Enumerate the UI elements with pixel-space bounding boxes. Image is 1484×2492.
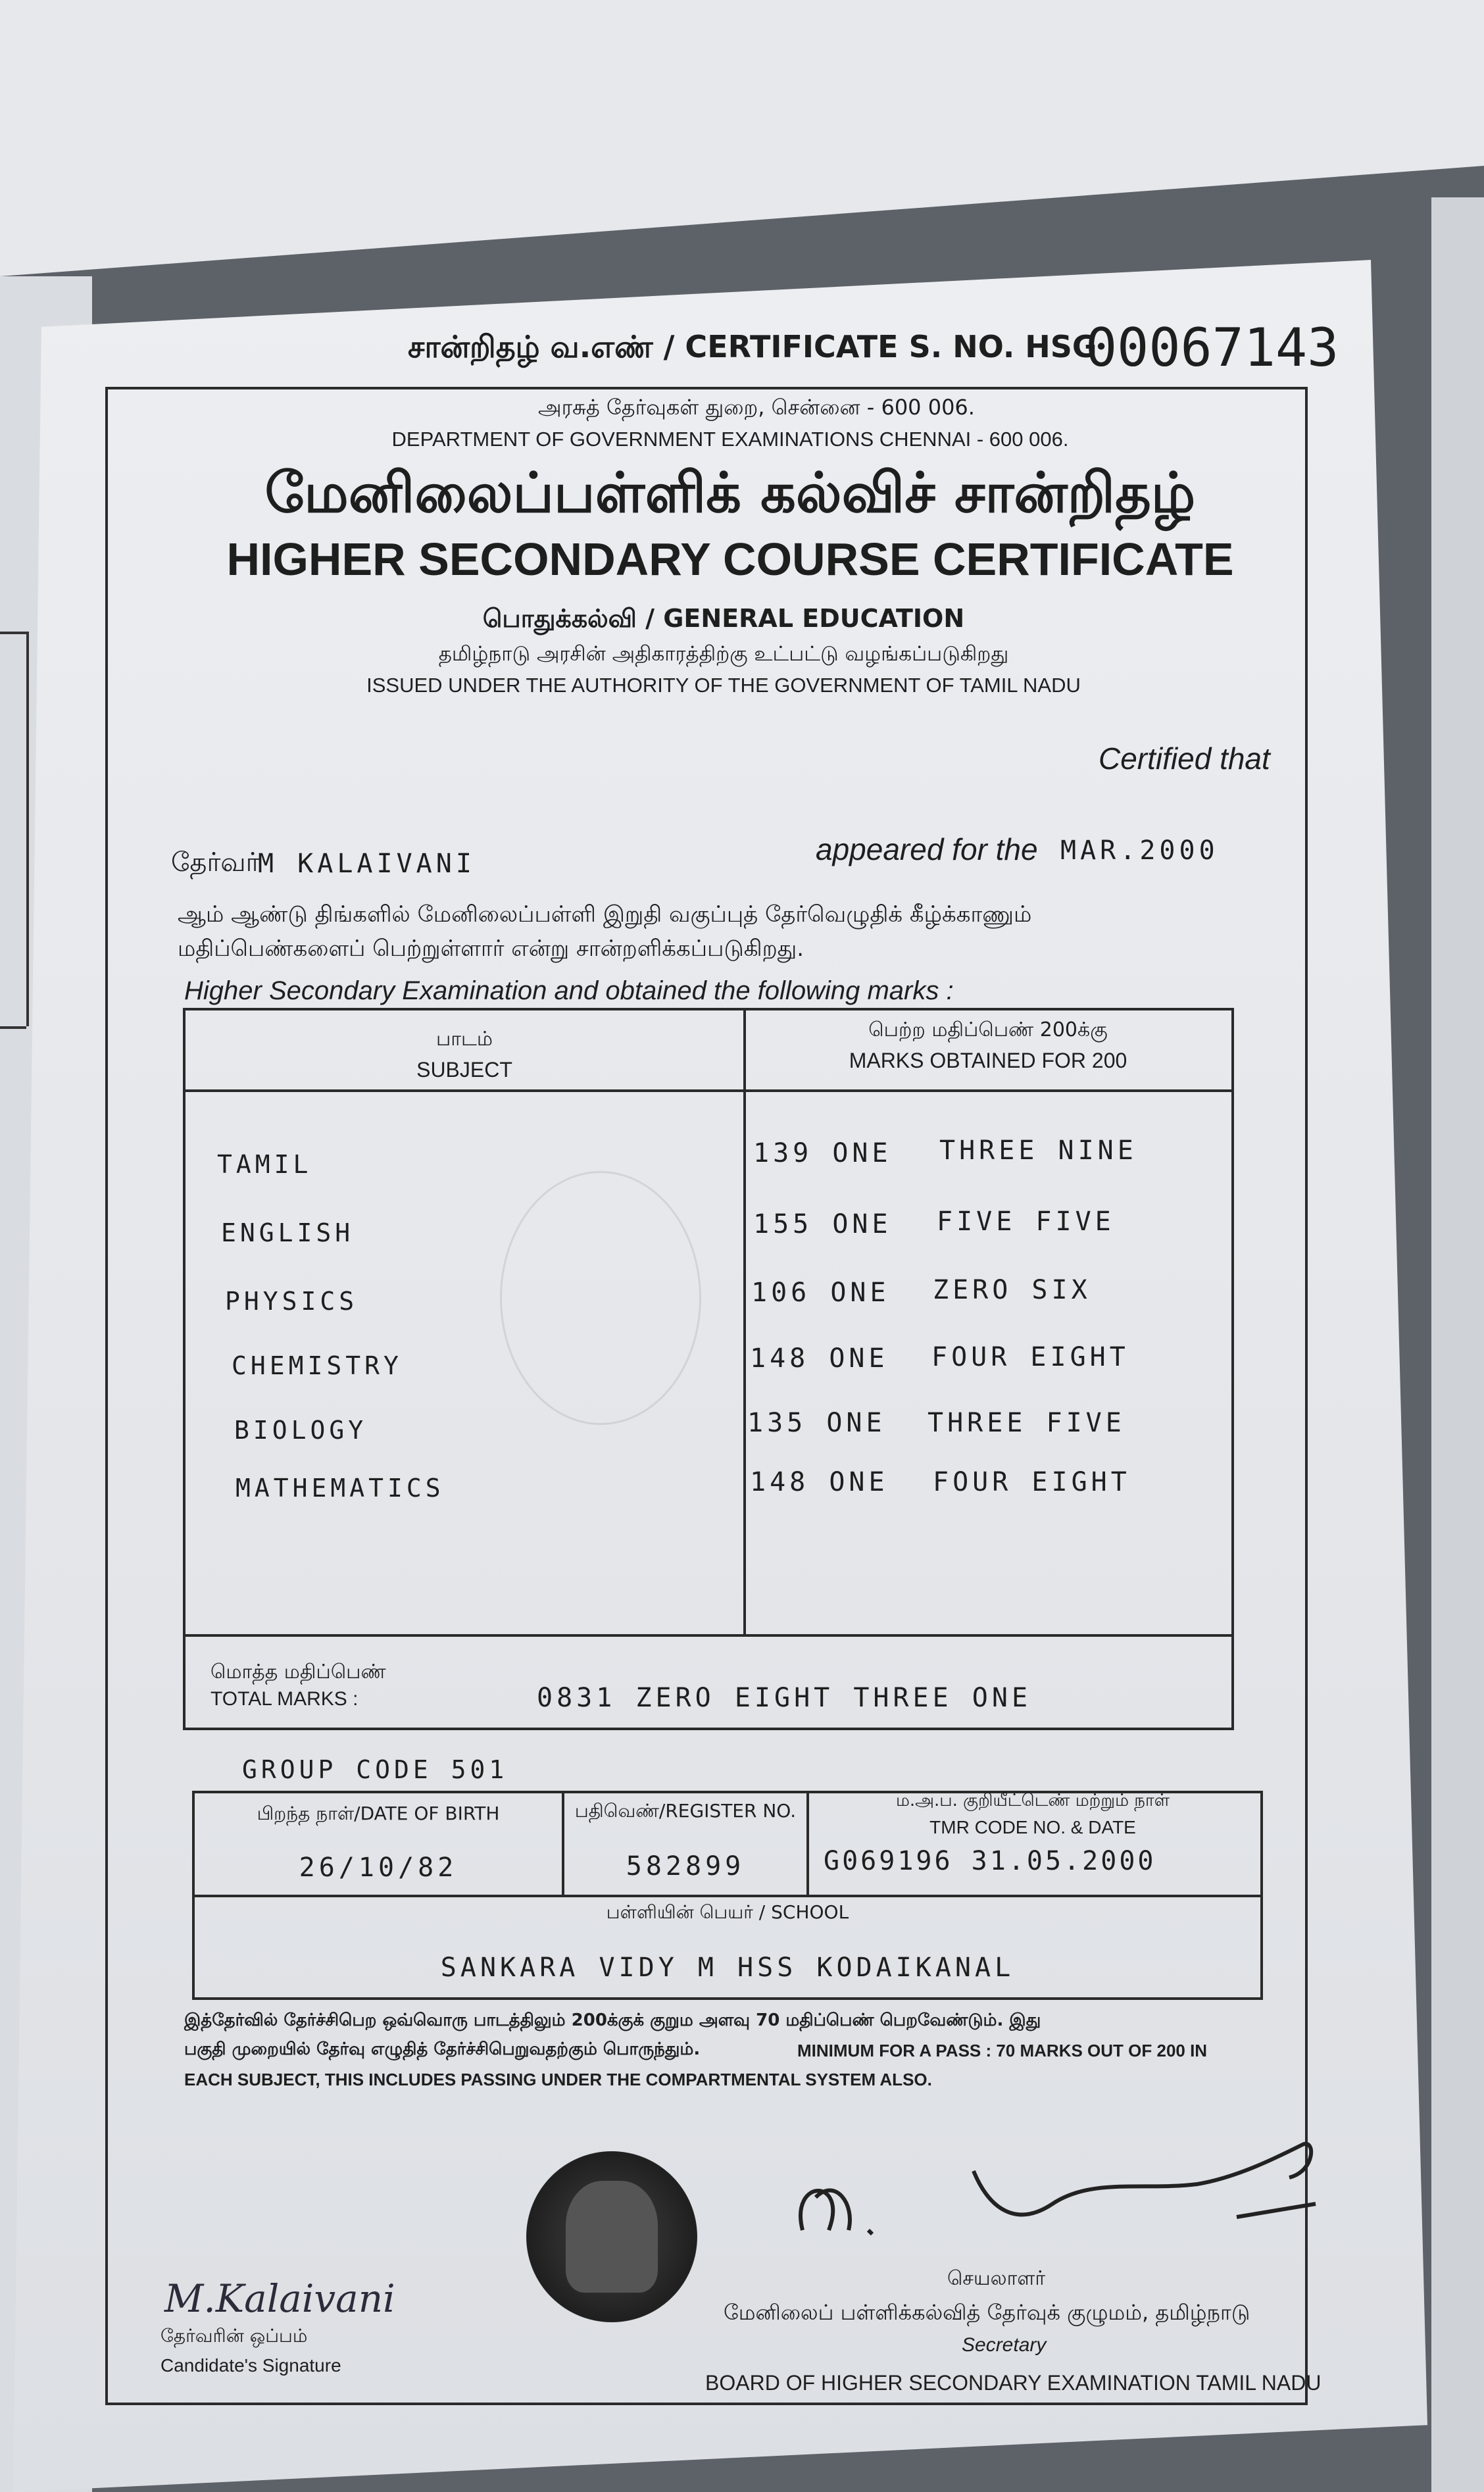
total-label-tamil: மொத்த மதிப்பெண் — [210, 1660, 386, 1683]
marks-cell: 135 ONE — [747, 1408, 886, 1438]
subject-header-tamil: பாடம் — [435, 1028, 493, 1051]
marks-cell: 106 ONE — [751, 1278, 890, 1308]
dept-tamil: அரசுத் தேர்வுகள் துறை, சென்னை - 600 006. — [538, 395, 975, 420]
authority-tamil: தமிழ்நாடு அரசின் அதிகாரத்திற்கு உட்பட்டு வழங்கப்படுகிறது — [438, 642, 1009, 666]
candidate-prefix: தேர்வர் — [171, 847, 260, 878]
back-page — [0, 0, 1484, 276]
marks-header-divider — [186, 1089, 1231, 1092]
details-divider — [195, 1895, 1260, 1897]
marks-words-cell: THREE NINE — [939, 1135, 1137, 1166]
marks-total-divider — [186, 1634, 1231, 1637]
watermark-seal — [500, 1171, 701, 1425]
dob-label: பிறந்த நாள்/DATE OF BIRTH — [257, 1803, 500, 1824]
marks-words-cell: FIVE FIVE — [937, 1207, 1115, 1237]
dob-value: 26/10/82 — [299, 1853, 458, 1883]
official-seal — [526, 2151, 697, 2322]
board-tamil: மேனிலைப் பள்ளிக்கல்வித் தேர்வுக் குழுமம், தமிழ்நாடு — [724, 2300, 1250, 2325]
marks-header-tamil: பெற்ற மதிப்பெண் 200க்கு — [868, 1018, 1108, 1041]
subject-cell: TAMIL — [217, 1150, 312, 1179]
appeared-for: appeared for the — [816, 832, 1038, 866]
secretary-signature — [776, 2105, 1342, 2263]
statement-tamil-2: மதிப்பெண்களைப் பெற்றுள்ளார் என்று சான்றளிக்கப்படுகிறது. — [178, 935, 804, 962]
marks-cell: 139 ONE — [753, 1138, 892, 1168]
marks-cell: 155 ONE — [753, 1209, 892, 1239]
subject-cell: PHYSICS — [225, 1287, 359, 1316]
marks-words-cell: ZERO SIX — [933, 1275, 1091, 1305]
subject-cell: ENGLISH — [221, 1218, 355, 1247]
total-label: TOTAL MARKS : — [210, 1688, 359, 1710]
marks-words-cell: THREE FIVE — [928, 1408, 1125, 1438]
side-mark — [0, 632, 26, 634]
tmr-label: TMR CODE NO. & DATE — [929, 1817, 1136, 1837]
group-code: GROUP CODE 501 — [242, 1755, 508, 1784]
right-page-edge — [1431, 197, 1484, 2492]
serial-label: சான்றிதழ் வ.எண் / CERTIFICATE S. NO. HSG — [408, 329, 1097, 364]
pass-rule-english-2: EACH SUBJECT, THIS INCLUDES PASSING UNDER THE COMPARTMENTAL SYSTEM ALSO. — [184, 2070, 932, 2089]
school-label: பள்ளியின் பெயர் / SCHOOL — [606, 1901, 849, 1923]
candidate-sig-tamil: தேர்வரின் ஒப்பம் — [161, 2325, 308, 2347]
certified-that: Certified that — [1099, 741, 1270, 776]
candidate-sig-label: Candidate's Signature — [161, 2355, 341, 2376]
exam-month: MAR.2000 — [1060, 835, 1219, 866]
pass-rule-english-1: MINIMUM FOR A PASS : 70 MARKS OUT OF 200 IN — [797, 2041, 1208, 2060]
dept-english: DEPARTMENT OF GOVERNMENT EXAMINATIONS CHENNAI - 600 006. — [391, 428, 1069, 451]
pass-rule-tamil-1: இத்தேர்வில் தேர்ச்சிபெற ஒவ்வொரு பாடத்திலும் 200க்குக் குறும அளவு 70 மதிப்பெண் பெறவேண்டும். இது — [184, 2010, 1041, 2030]
marks-cell: 148 ONE — [750, 1467, 889, 1497]
subject-header: SUBJECT — [416, 1058, 512, 1082]
subject-cell: MATHEMATICS — [235, 1474, 445, 1503]
marks-cell: 148 ONE — [750, 1343, 889, 1374]
marks-header: MARKS OBTAINED FOR 200 — [849, 1049, 1127, 1072]
candidate-signature: M.Kalaivani — [164, 2276, 395, 2321]
title-tamil: மேனிலைப்பள்ளிக் கல்விச் சான்றிதழ் — [264, 461, 1196, 525]
board-name: BOARD OF HIGHER SECONDARY EXAMINATION TAMIL NADU — [705, 2371, 1322, 2395]
tmr-value: G069196 31.05.2000 — [824, 1846, 1156, 1876]
marks-column-divider — [743, 1010, 746, 1635]
statement-tamil-1: ஆம் ஆண்டு திங்களில் மேனிலைப்பள்ளி இறுதி வகுப்புத் தேர்வெழுதிக் கீழ்க்காணும் — [178, 901, 1032, 928]
seal-emblem — [566, 2181, 658, 2293]
side-mark — [0, 1026, 26, 1029]
side-mark — [26, 632, 29, 1026]
school-value: SANKARA VIDY M HSS KODAIKANAL — [440, 1953, 1015, 1983]
candidate-name: M KALAIVANI — [258, 849, 476, 879]
total-value: 0831 ZERO EIGHT THREE ONE — [537, 1683, 1032, 1713]
subtitle: பொதுக்கல்வி / GENERAL EDUCATION — [482, 604, 965, 633]
marks-words-cell: FOUR EIGHT — [933, 1467, 1131, 1497]
subject-cell: BIOLOGY — [234, 1416, 368, 1445]
statement-english: Higher Secondary Examination and obtained the following marks : — [184, 976, 954, 1005]
register-value: 582899 — [626, 1851, 745, 1881]
register-label: பதிவெண்/REGISTER NO. — [574, 1800, 797, 1822]
subject-cell: CHEMISTRY — [232, 1351, 403, 1380]
secretary-tamil: செயலாளர் — [947, 2267, 1046, 2290]
authority-english: ISSUED UNDER THE AUTHORITY OF THE GOVERNMENT OF TAMIL NADU — [366, 674, 1081, 697]
tmr-label-tamil: ம.அ.ப. குறியீட்டெண் மற்றும் நாள் — [895, 1791, 1170, 1810]
marks-words-cell: FOUR EIGHT — [931, 1342, 1129, 1372]
serial-number: 00067143 — [1085, 317, 1339, 378]
title-english: HIGHER SECONDARY COURSE CERTIFICATE — [226, 534, 1234, 585]
pass-rule-tamil-2: பகுதி முறையில் தேர்வு எழுதித் தேர்ச்சிபெறுவதற்கும் பொருந்தும். — [184, 2039, 701, 2059]
secretary-label: Secretary — [962, 2334, 1047, 2356]
